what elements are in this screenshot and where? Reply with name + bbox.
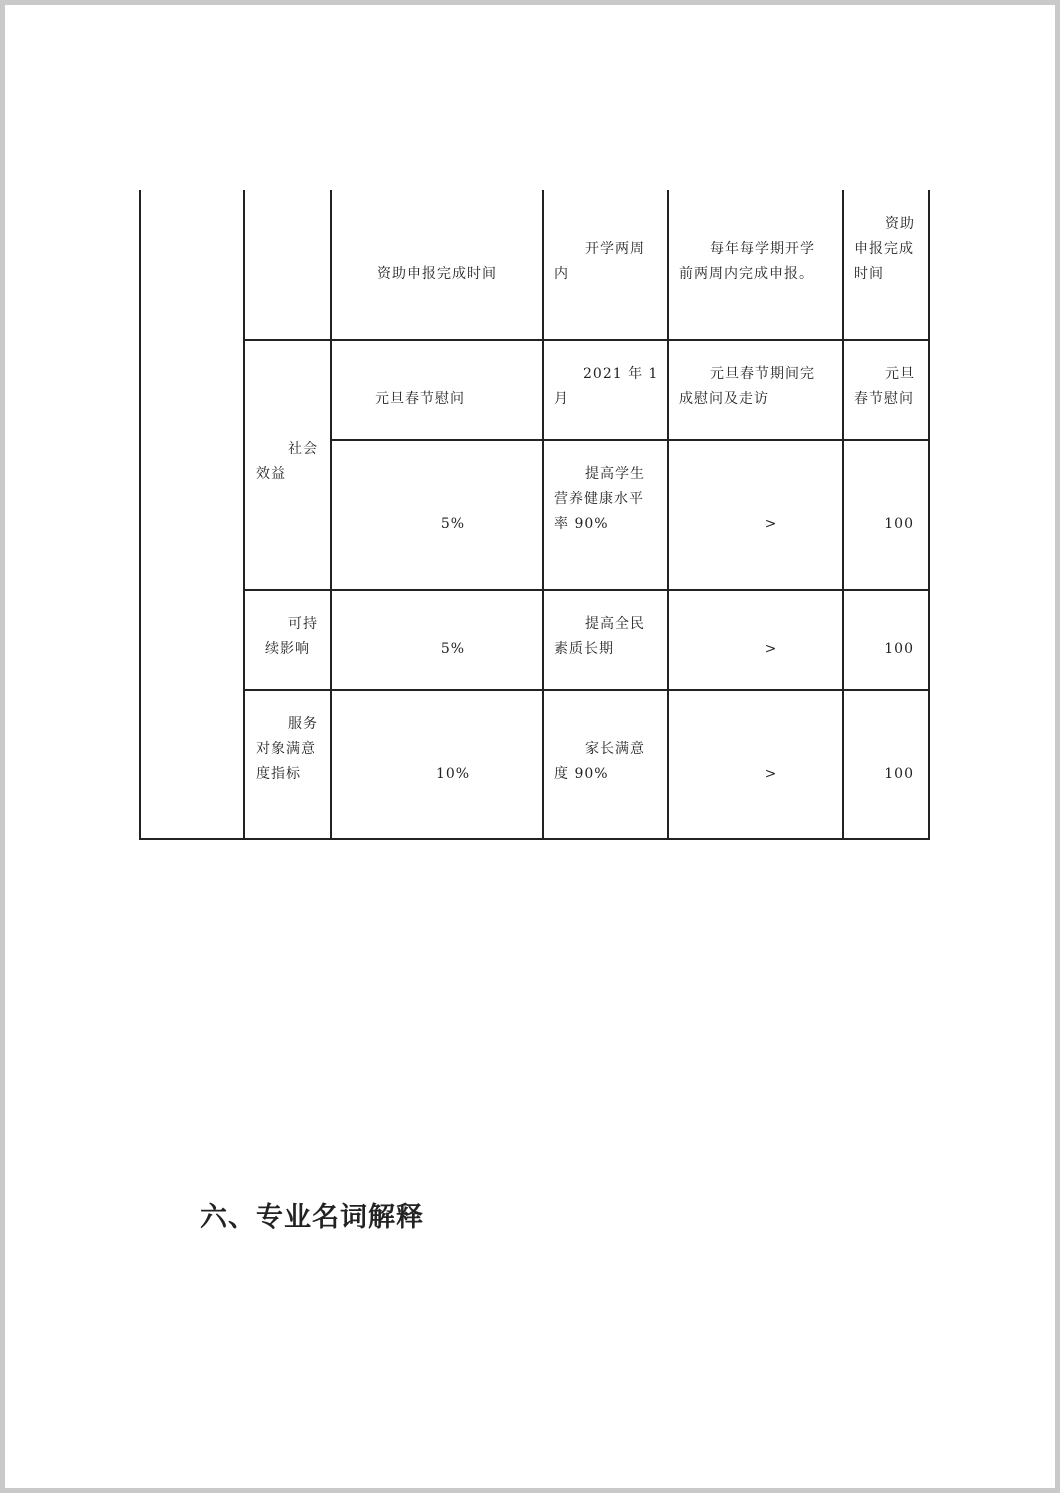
- table-cell-category: 可持 续影响: [265, 616, 318, 657]
- table-cell-score: 元旦 春节慰问: [854, 366, 915, 407]
- table-row-divider: [330, 439, 930, 441]
- table-border-bottom: [139, 838, 930, 840]
- table-border-left: [139, 190, 141, 840]
- table-cell-indicator: 元旦春节慰问: [375, 391, 465, 407]
- table-cell-standard: 元旦春节期间完 成慰问及走访: [679, 366, 815, 407]
- table-cell-score: 资助 申报完成 时间: [854, 216, 915, 282]
- table-border-right: [928, 190, 930, 840]
- section-heading: 六、专业名词解释: [200, 1202, 424, 1233]
- table-cell-target: 提高全民 素质长期: [554, 616, 645, 657]
- table-cell-indicator: 资助申报完成时间: [377, 266, 497, 282]
- table-cell-score: 100: [884, 641, 914, 657]
- table-cell-indicator: 5%: [440, 641, 466, 657]
- table-cell-target: 开学两周 内: [554, 241, 645, 282]
- table-col-divider: [243, 190, 245, 840]
- table-row-divider: [243, 339, 930, 341]
- table-row-divider: [243, 689, 930, 691]
- table-cell-category: 社会 效益: [256, 441, 318, 482]
- table-cell-target: 2021 年 1 月: [554, 366, 659, 407]
- table-cell-score: 100: [884, 766, 914, 782]
- table-cell-standard: >: [764, 641, 778, 657]
- table-cell-standard: 每年每学期开学 前两周内完成申报。: [679, 241, 815, 282]
- table-cell-indicator: 5%: [440, 516, 466, 532]
- table-cell-target: 提高学生 营养健康水平 率 90%: [554, 466, 645, 532]
- table-cell-score: 100: [884, 516, 914, 532]
- table-cell-indicator: 10%: [435, 766, 471, 782]
- table-cell-standard: >: [764, 516, 778, 532]
- table-cell-category: 服务 对象满意 度指标: [256, 716, 318, 782]
- table-cell-standard: >: [764, 766, 778, 782]
- table-cell-target: 家长满意 度 90%: [554, 741, 645, 782]
- table-row-divider: [243, 589, 930, 591]
